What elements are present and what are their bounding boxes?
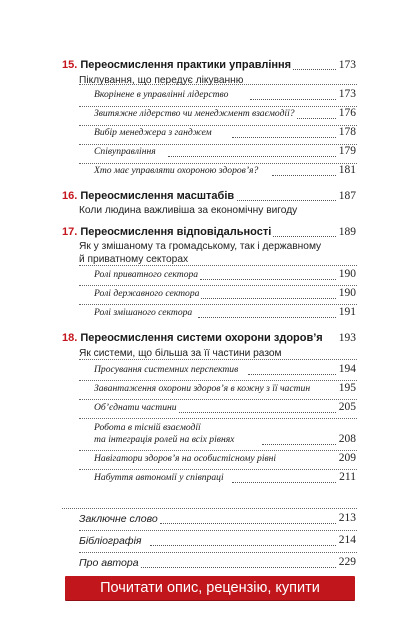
dot-leader [200, 298, 336, 299]
page-number: 179 [338, 145, 356, 157]
chapter-subtitle-line: Як у змішаному та громадському, так і державному [79, 241, 322, 252]
chapter-number: 16. [62, 190, 78, 202]
page-number: 214 [338, 534, 356, 546]
section-title[interactable]: Вибір менеджера з ганджем [94, 127, 212, 138]
chapter-title[interactable] [62, 58, 293, 72]
separator [79, 399, 357, 400]
chapter-subtitle: Піклування, що передує лікуванню [79, 75, 244, 86]
page-number: 213 [338, 512, 356, 524]
separator [79, 469, 357, 470]
section-title[interactable]: Вкорінене в управлінні лідерство [94, 89, 229, 100]
dot-leader [250, 99, 336, 100]
dot-leader [248, 374, 336, 375]
dot-leader [232, 137, 336, 138]
dot-leader [160, 412, 336, 413]
page-number: 209 [338, 452, 356, 464]
dot-leader [160, 523, 336, 524]
dot-leader [168, 156, 336, 157]
page-number: 211 [339, 471, 356, 483]
section-title[interactable]: Набуття автономії у співпраці [94, 472, 224, 483]
chapter-title-text: Переосмислення відповідальності [80, 226, 272, 238]
chapter-subtitle: Як системи, що більша за її частини разом [79, 348, 282, 359]
dot-leader [140, 567, 336, 568]
page-number: 190 [338, 287, 356, 299]
dot-leader [272, 175, 336, 176]
chapter-title[interactable] [62, 189, 236, 203]
chapter-number: 15. [62, 59, 78, 71]
separator [79, 265, 357, 266]
chapter-title-text: Переосмислення практики управління [80, 59, 292, 71]
chapter-title-text: Переосмислення системи охорони здоров’я [80, 332, 323, 344]
chapter-title[interactable] [62, 331, 325, 345]
section-title[interactable]: Об’єднати частини [94, 402, 177, 413]
section-title[interactable]: Ролі змішаного сектора [94, 307, 193, 318]
chapter-title[interactable] [62, 225, 273, 239]
separator [79, 450, 357, 451]
dot-leader [262, 444, 336, 445]
chapter-subtitle-line: й приватному секторах [79, 254, 189, 265]
separator [79, 530, 357, 531]
dot-leader [198, 317, 336, 318]
page-number: 189 [338, 226, 356, 238]
separator [79, 418, 357, 419]
page-number: 187 [338, 190, 356, 202]
separator [79, 380, 357, 381]
page-number: 229 [338, 556, 356, 568]
page-number: 191 [338, 306, 356, 318]
section-title-line[interactable]: та інтеграція ролей на всіх рівнях [94, 434, 235, 445]
page-number: 195 [338, 382, 356, 394]
section-title[interactable]: Навігатори здоров’я на особистісному рівні [94, 453, 277, 464]
separator [62, 508, 357, 509]
page-number: 193 [338, 332, 356, 344]
section-title[interactable]: Хто має управляти охороною здоров’я? [94, 165, 259, 176]
section-title[interactable]: Ролі приватного сектора [94, 269, 199, 280]
section-title-line[interactable]: Робота в тісній взаємодії [94, 422, 201, 433]
chapter-subtitle: Коли людина важливіша за економічну вигоду [79, 205, 298, 216]
section-title[interactable]: Співуправління [94, 146, 156, 157]
dot-leader [200, 279, 336, 280]
chapter-number: 18. [62, 332, 78, 344]
section-title[interactable]: Завантаження охорони здоров’я в кожну з її частин [94, 383, 311, 394]
chapter-number: 17. [62, 226, 78, 238]
separator [79, 84, 357, 85]
page-number: 208 [338, 433, 356, 445]
page-number: 176 [338, 107, 356, 119]
page-number: 173 [338, 88, 356, 100]
end-matter-title[interactable]: Заключне слово [79, 513, 158, 525]
section-title[interactable]: Звитяжне лідерство чи менеджмент взаємодії? [94, 108, 295, 119]
separator [79, 552, 357, 553]
end-matter-title[interactable]: Про автора [79, 557, 139, 569]
page-number: 190 [338, 268, 356, 280]
separator [79, 359, 357, 360]
buy-button[interactable]: Почитати опис, рецензію, купити [65, 576, 355, 600]
page-number: 194 [338, 363, 356, 375]
page-number: 173 [338, 59, 356, 71]
page-number: 178 [338, 126, 356, 138]
section-title[interactable]: Просування системних перспектив [94, 364, 239, 375]
dot-leader [150, 545, 336, 546]
section-title[interactable]: Ролі державного сектора [94, 288, 200, 299]
dot-leader [232, 482, 336, 483]
separator [79, 304, 357, 305]
chapter-title-text: Переосмислення масштабів [80, 190, 235, 202]
page-number: 205 [338, 401, 356, 413]
page-number: 181 [338, 164, 356, 176]
end-matter-title[interactable]: Бібліографія [79, 535, 142, 547]
separator [79, 285, 357, 286]
